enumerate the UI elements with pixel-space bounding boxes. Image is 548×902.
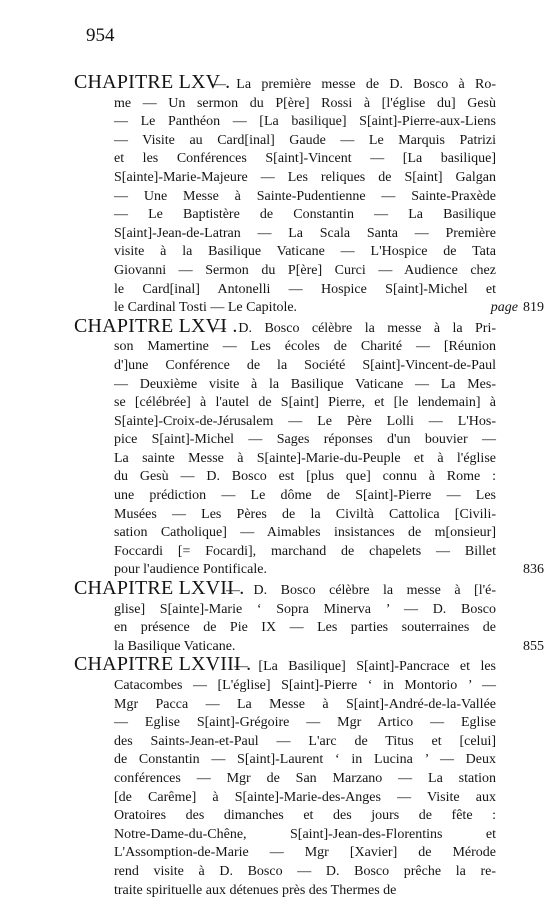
chapter-summary-line: Mgr Pacca — La Messe à S[aint]-André-de-la-Vallée [114,696,496,712]
chapter-summary-line: S[ainte]-Croix-de-Jérusalem — Le Père Lolli — L'Hos- [114,413,496,429]
chapter-summary-line: S[ainte]-Marie-Majeure — Les reliques de S[aint] Galgan [114,169,496,185]
chapter-summary-line: son Mamertine — Les écoles de Charité — [Réunion [114,339,496,355]
chapter-summary-line: traite spirituelle aux détenues près des Thermes de [114,882,397,898]
chapter-summary-line: Musées — Les Pères de la Civiltà Cattolica [Civili- [114,506,496,522]
chapter-summary-line: Notre-Dame-du-Chêne, S[aint]-Jean-des-Florentins et [114,826,496,842]
chapter-heading: CHAPITRE LXVI . [74,314,238,337]
chapter-summary-line: — Le Panthéon — [La basilique] S[aint]-Pierre-aux-Liens [114,114,496,130]
chapter-heading: CHAPITRE LXV . [74,71,231,93]
chapter-summary-line: Foccardi [= Focardi], marchand de chapelets — Billet [114,543,496,559]
chapter-summary-line: une prédiction — Le dôme de S[aint]-Pierre — Les [114,488,496,504]
chapter-summary-line: du Gesù — D. Bosco est [plus que] connu à Rome : [114,469,496,485]
chapter-summary-line: d']une Conférence de la Société S[aint]-Vincent-de-Paul [114,357,496,373]
page-reference [523,561,544,580]
chapter-summary-line: le Card[inal] Antonelli — Hospice S[aint]-Michel et [114,281,496,297]
chapter-summary-line: — Une Messe à Sainte-Pudentienne — Sainte-Praxède [114,188,496,204]
chapter-summary-line: le Cardinal Tosti — Le Capitole. [114,300,298,316]
chapter-summary-line: Giovanni — Sermon du P[ère] Curci — Audience chez [114,262,496,278]
page-number: 954 [86,25,115,46]
chapter-summary-line: — D. Bosco célèbre la messe à [l'é- [226,583,496,599]
page-reference [491,299,544,318]
chapter-summary-line: — La première messe de D. Bosco à Ro- [212,77,496,92]
chapter-summary-line: pice S[aint]-Michel — Sages réponses d'un bouvier — [114,432,496,448]
chapter-summary-line: — Eglise S[aint]-Grégoire — Mgr Artico — Eglise [114,715,496,731]
chapter-summary-line: me — Un sermon du P[ère] Rossi à [l'église du] Gesù [114,95,496,111]
chapter-summary-line: — Visite au Card[inal] Gaude — Le Marquis Patrizi [114,132,496,148]
chapter-summary-line: — D. Bosco célèbre la messe à la Pri- [212,320,496,336]
page-number-ref: 836 [523,562,544,578]
page-number-ref: 855 [523,638,544,654]
chapter-summary-line: rend visite à D. Bosco — D. Bosco prêche la re- [114,863,496,879]
chapter-summary-line: la Basilique Vaticane. [114,638,236,654]
chapter-summary-line: glise] S[ainte]-Marie ‘ Sopra Minerva ’ — D. Bosco [114,601,496,617]
toc-entry [74,71,544,318]
chapter-summary-line: visite à la Basilique Vaticane — L'Hospice de Tata [114,244,496,260]
chapter-summary-line: sation Catholique] — Aimables insistances de m[onsieur] [114,525,496,541]
chapter-summary-line: La sainte Messe à S[ainte]-Marie-du-Peuple et à l'église [114,450,496,466]
chapter-summary-line: et les Conférences S[aint]-Vincent — [La basilique] [114,151,496,167]
page-number-ref: 819 [523,300,544,316]
chapter-heading: CHAPITRE LXVII . [74,577,245,600]
chapter-summary-line: pour l'audience Pontificale. [114,562,267,578]
chapter-summary-line: Catacombes — [L'église] S[aint]-Pierre ‘ in Montorio ’ — [114,678,496,693]
page-reference [523,638,544,657]
chapter-summary-line: des Saints-Jean-et-Paul — L'arc de Titus et [celui] [114,733,496,749]
chapter-summary-line: [de Carême] à S[ainte]-Marie-des-Anges — Visite aux [114,789,496,805]
toc-entry [74,577,544,656]
chapter-summary-line: — Deuxième visite à la Basilique Vaticane — La Mes- [114,376,496,392]
toc-entry [74,653,496,900]
chapter-summary-line: de Constantin — S[aint]-Laurent ‘ in Lucina ’ — Deux [114,752,496,768]
toc-entry [74,314,544,580]
chapter-summary-line: conférences — Mgr de San Marzano — La station [114,770,496,786]
chapter-summary-line: — [La Basilique] S[aint]-Pancrace et les [234,659,496,675]
chapter-summary-line: L'Assomption-de-Marie — Mgr [Xavier] de Mérode [114,845,496,861]
chapter-summary-line: S[aint]-Jean-de-Latran — La Scala Santa — Première [114,225,496,241]
chapter-summary-line: — Le Baptistère de Constantin — La Basilique [114,207,496,223]
chapter-summary-line: se [célébrée] à l'autel de S[aint] Pierre, et [le lendemain] à [114,395,496,411]
table-of-contents [74,71,544,902]
page-label: page [490,300,518,316]
chapter-heading: CHAPITRE LXVIII . [74,653,252,676]
chapter-summary-line: en présence de Pie IX — Les parties souterraines de [114,620,496,636]
chapter-summary-line: Oratoires des dimanches et des jours de fête : [114,808,496,824]
